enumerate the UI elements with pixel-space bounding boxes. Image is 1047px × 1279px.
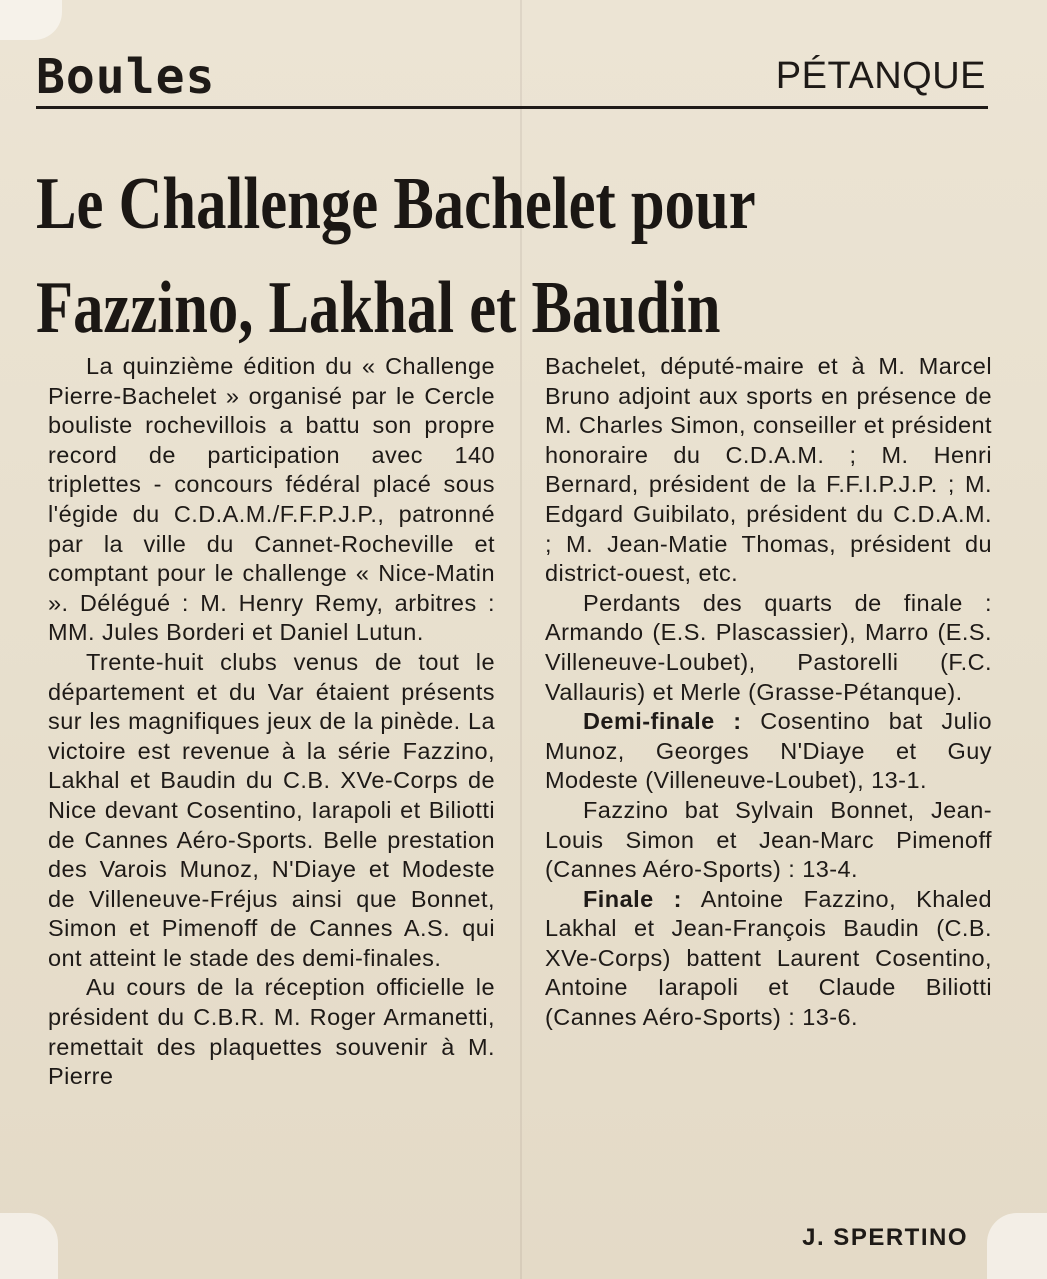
article-column-left	[48, 352, 495, 1092]
final-result: Antoine Fazzino, Khaled Lakhal et Jean-François Baudin (C.B. XVe-Corps) battent Laurent Cosentino, Antoine Iarapoli et Claude Biliotti (Cannes Aéro-Sports) : 13-6.	[545, 885, 992, 1031]
final-label: Finale :	[583, 885, 682, 912]
section-title: Boules	[36, 49, 216, 105]
article-column-right	[545, 352, 992, 1033]
semifinal-paragraph	[545, 707, 992, 796]
tape-corner-bottom-right	[987, 1213, 1047, 1279]
article-paragraph: Perdants des quarts de finale : Armando (E.S. Plascassier), Marro (E.S. Villeneuve-Loubet), Pastorelli (F.C. Vallauris) et Merle (Grasse-Pétanque).	[545, 589, 992, 705]
article-paragraph: La quinzième édition du « Challenge Pierre-Bachelet » organisé par le Cercle bouliste rochevillois a battu son propre record de participation avec 140 triplettes - concours fédéral placé sous l'égide du C.D.A.M./F.F.P.J.P., patronné par la ville du Cannet-Rocheville et comptant pour le challenge « Nice-Matin ». Délégué : M. Henry Remy, arbitres : MM. Jules Borderi et Daniel Lutun.	[48, 353, 495, 646]
headline-line-1: Le Challenge Bachelet pour	[36, 163, 756, 245]
category-label: PÉTANQUE	[775, 55, 986, 97]
semifinal-result-2: Fazzino bat Sylvain Bonnet, Jean-Louis Simon et Jean-Marc Pimenoff (Cannes Aéro-Sports) : 13-4.	[545, 796, 992, 883]
article-paragraph: Au cours de la réception officielle le président du C.B.R. M. Roger Armanetti, remettait des plaquettes souvenir à M. Pierre	[48, 974, 495, 1090]
final-paragraph	[545, 885, 992, 1033]
headline-line-2: Fazzino, Lakhal et Baudin	[36, 267, 721, 349]
headline	[36, 152, 823, 360]
semifinal-label: Demi-finale :	[583, 708, 742, 735]
article-paragraph: Trente-huit clubs venus de tout le département et du Var étaient présents sur les magnifiques jeux de la pinède. La victoire est revenue à la série Fazzino, Lakhal et Baudin du C.B. XVe-Corps de Nice devant Cosentino, Iarapoli et Biliotti de Cannes Aéro-Sports. Belle prestation des Varois Munoz, N'Diaye et Modeste de Villeneuve-Fréjus ainsi que Bonnet, Simon et Pimenoff de Cannes A.S. qui ont atteint le stade des demi-finales.	[48, 648, 495, 971]
semifinal-result-1: Cosentino bat Julio Munoz, Georges N'Diaye et Guy Modeste (Villeneuve-Loubet), 13-1.	[545, 708, 992, 794]
tape-corner-top-left	[0, 0, 62, 40]
article-paragraph-continued: Bachelet, député-maire et à M. Marcel Bruno adjoint aux sports en présence de M. Charles Simon, conseiller et président honoraire du C.D.A.M. ; M. Henri Bernard, président de la F.F.I.P.J.P. ; M. Edgard Guibilato, président du C.D.A.M. ; M. Jean-Matie Thomas, président du district-ouest, etc.	[545, 353, 992, 587]
tape-corner-bottom-left	[0, 1213, 58, 1279]
author-signature: J. SPERTINO	[802, 1224, 968, 1251]
section-header	[36, 48, 988, 109]
